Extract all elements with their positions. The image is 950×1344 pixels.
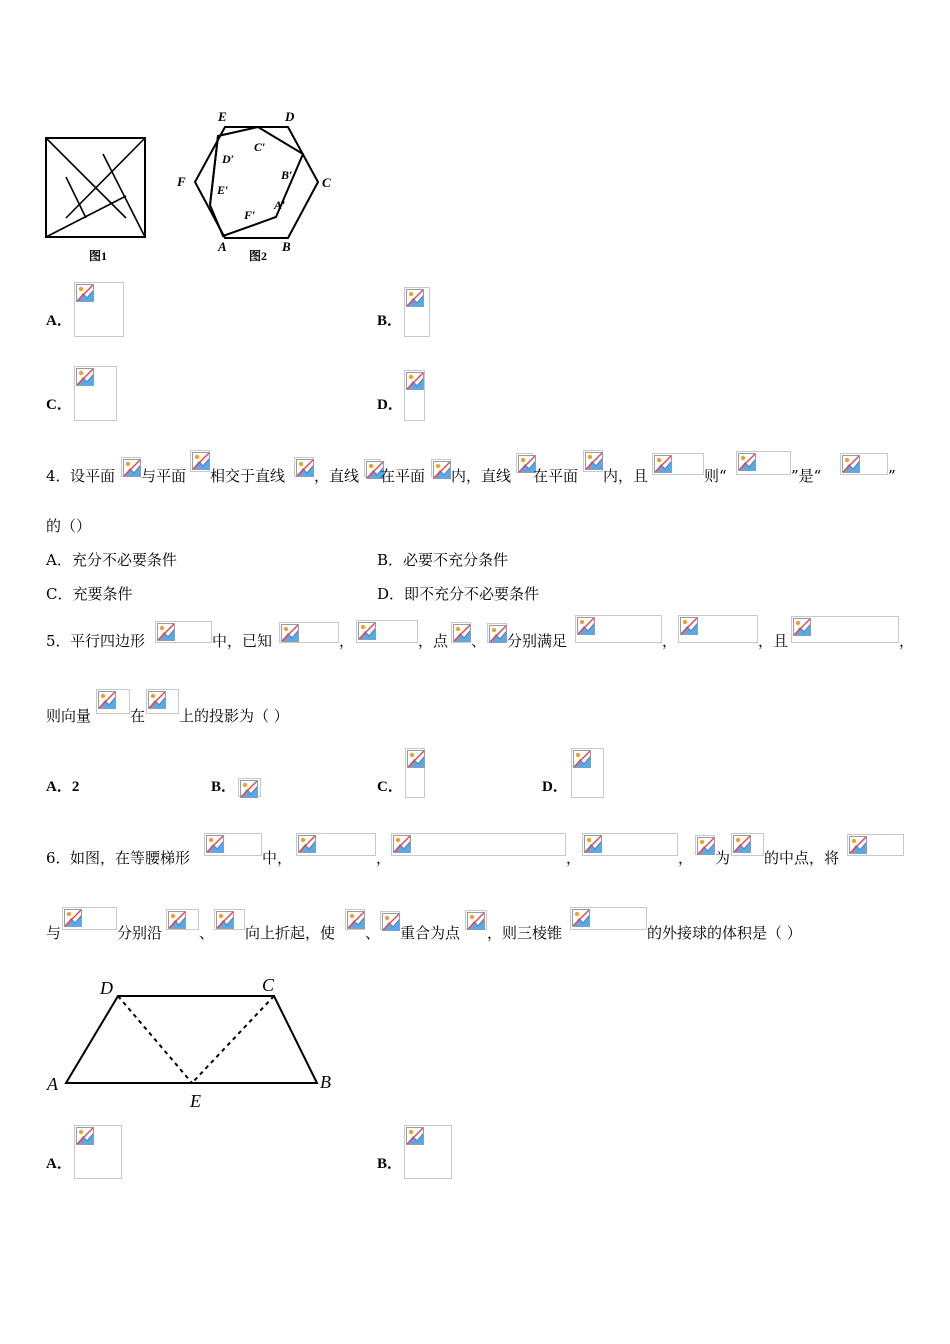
q5-option-c-label: C．: [377, 779, 403, 795]
q6-text-line2: 、: [199, 924, 215, 942]
q6-text-line2: 与: [46, 924, 62, 942]
q4-math-image: [294, 457, 314, 477]
broken-image-icon: [654, 455, 672, 473]
q6-text: 如图，在等腰梯形: [70, 849, 191, 867]
broken-image-icon: [573, 750, 591, 768]
q3-option-c-image: [74, 366, 117, 421]
q4-text: 在平面: [533, 467, 579, 485]
trap-label-B: B: [320, 1072, 331, 1092]
trapezoid-figure: [40, 970, 350, 1115]
q5-option-d-label: D．: [542, 779, 568, 795]
q5-math-image: [146, 689, 179, 714]
q4-math-image: [121, 457, 141, 477]
q6-math-image: [345, 909, 365, 930]
figure-2-caption: 图2: [249, 249, 268, 263]
broken-image-icon: [148, 691, 166, 709]
broken-image-icon: [64, 909, 82, 927]
trap-label-C: C: [262, 975, 275, 995]
q3-option-b-image: [404, 287, 430, 337]
q6-math-image: [731, 833, 764, 856]
q6-text-line2: ，则三棱锥: [487, 924, 563, 942]
q4-option-a: A．充分不必要条件: [46, 551, 177, 569]
label-B: B: [282, 239, 291, 254]
q5-option-c-image: [405, 748, 425, 798]
label-E: E: [218, 109, 227, 124]
q4-text: 相交于直线: [210, 467, 286, 485]
q4-text: 内，直线: [451, 467, 512, 485]
q6-option-b-image: [404, 1125, 452, 1179]
label-A: A: [218, 239, 227, 254]
broken-image-icon: [76, 368, 94, 386]
q4-option-d: D．即不充分不必要条件: [377, 585, 540, 603]
q5-math-image: [575, 615, 662, 643]
q5-option-b-label: B．: [211, 779, 237, 795]
broken-image-icon: [298, 835, 316, 853]
trap-label-D: D: [100, 978, 113, 998]
q6-math-image: [465, 910, 487, 930]
q3-option-a-image: [74, 282, 124, 337]
q6-text-line2: 、: [365, 924, 381, 942]
q6-math-image: [166, 909, 199, 930]
q6-math-image: [296, 833, 376, 856]
broken-image-icon: [206, 835, 224, 853]
q6-math-image: [847, 834, 904, 856]
label-C: C: [322, 175, 331, 190]
q4-text: 内，且: [603, 467, 649, 485]
label-E-prime: E′: [217, 183, 229, 197]
broken-image-icon: [467, 912, 485, 930]
broken-image-icon: [584, 835, 602, 853]
broken-image-icon: [157, 623, 175, 641]
figure-1-square: [40, 130, 155, 265]
broken-image-icon: [733, 835, 751, 853]
broken-image-icon: [738, 453, 756, 471]
broken-image-icon: [382, 913, 400, 931]
broken-image-icon: [123, 459, 141, 477]
q4-text-line2: 的（）: [46, 517, 92, 535]
q6-option-a-image: [74, 1125, 122, 1179]
q4-math-image: [516, 453, 533, 473]
q4-math-image: [583, 450, 603, 472]
q6-text: 中，: [262, 849, 293, 867]
q3-option-b-label: B．: [377, 313, 403, 329]
q4-math-image: [840, 453, 888, 475]
q5-math-image: [678, 615, 758, 643]
q3-option-d-label: D．: [377, 397, 403, 413]
broken-image-icon: [76, 1127, 94, 1145]
q5-text: ，: [899, 632, 915, 650]
broken-image-icon: [849, 836, 867, 854]
broken-image-icon: [240, 780, 258, 798]
broken-image-icon: [358, 622, 376, 640]
q4-math-image: [652, 453, 704, 475]
q5-option-a: A．2: [46, 779, 80, 795]
figure-2-hexagon: [170, 105, 340, 270]
broken-image-icon: [577, 617, 595, 635]
q6-math-image: [62, 907, 117, 930]
q6-text-line2: 向上折起，使: [245, 924, 336, 942]
q4-text: 设平面: [70, 467, 116, 485]
q5-math-image: [791, 616, 899, 643]
q3-option-c-label: C．: [46, 397, 72, 413]
q6-math-image: [695, 835, 715, 855]
q5-text: ，: [662, 632, 678, 650]
q6-text: ，: [376, 849, 392, 867]
q4-option-b: B．必要不充分条件: [377, 551, 509, 569]
q3-option-a-label: A．: [46, 313, 72, 329]
q5-text-line2: 在: [130, 707, 146, 725]
broken-image-icon: [296, 459, 314, 477]
q4-text: ”是“: [791, 467, 822, 485]
q6-option-b-label: B．: [377, 1156, 403, 1172]
label-D-prime: D′: [222, 152, 235, 166]
broken-image-icon: [98, 691, 116, 709]
q6-math-image: [204, 833, 262, 856]
trap-label-A: A: [47, 1074, 58, 1094]
broken-image-icon: [406, 1127, 424, 1145]
label-A-prime: A′: [274, 198, 286, 212]
q5-option-d-image: [571, 748, 604, 798]
q5-option-b-image: [238, 778, 261, 797]
label-C-prime: C′: [254, 140, 266, 154]
broken-image-icon: [393, 835, 411, 853]
label-F-prime: F′: [244, 208, 256, 222]
broken-image-icon: [406, 289, 424, 307]
broken-image-icon: [281, 624, 299, 642]
q4-math-image: [736, 451, 791, 475]
q4-text: 则“: [704, 467, 727, 485]
broken-image-icon: [572, 909, 590, 927]
q3-option-d-image: [404, 370, 425, 421]
q5-number: 5．: [46, 632, 71, 650]
q5-math-image: [487, 623, 507, 643]
q5-math-image: [279, 622, 339, 643]
q5-text-line2: 上的投影为（ ）: [179, 707, 289, 725]
broken-image-icon: [168, 911, 186, 929]
q6-option-a-label: A．: [46, 1156, 72, 1172]
label-F: F: [177, 174, 186, 189]
q5-text: ，且: [758, 632, 789, 650]
q6-text-line2: 重合为点: [400, 924, 461, 942]
broken-image-icon: [680, 617, 698, 635]
q5-math-image: [451, 622, 471, 643]
q6-math-image: [570, 907, 647, 930]
q6-math-image: [214, 909, 245, 930]
broken-image-icon: [406, 372, 424, 390]
q4-number: 4．: [46, 467, 71, 485]
broken-image-icon: [453, 624, 471, 642]
trap-label-E: E: [190, 1091, 201, 1111]
q4-option-c: C．充要条件: [46, 585, 133, 603]
q4-text: 与平面: [141, 467, 187, 485]
q4-math-image: [364, 459, 380, 477]
q6-math-image: [582, 833, 678, 856]
q6-text: 为: [715, 849, 731, 867]
q4-math-image: [190, 450, 210, 472]
broken-image-icon: [433, 461, 451, 479]
q6-number: 6．: [46, 849, 71, 867]
label-D: D: [285, 109, 295, 124]
q5-text: 中，已知: [212, 632, 273, 650]
q6-text: ，: [566, 849, 582, 867]
broken-image-icon: [407, 750, 425, 768]
q6-text: 的中点，将: [764, 849, 840, 867]
q5-math-image: [155, 621, 212, 643]
q5-text: ，点: [418, 632, 449, 650]
broken-image-icon: [697, 837, 715, 855]
q6-text-line2: 分别沿: [117, 924, 163, 942]
broken-image-icon: [489, 625, 507, 643]
figure-1-caption: 图1: [89, 249, 108, 263]
q5-text: ，: [339, 632, 355, 650]
q5-text: 平行四边形: [70, 632, 146, 650]
broken-image-icon: [585, 452, 603, 470]
q6-text-line2: 的外接球的体积是（ ）: [647, 924, 802, 942]
q6-math-image: [380, 911, 400, 930]
q5-math-image: [96, 689, 130, 714]
broken-image-icon: [842, 455, 860, 473]
q4-text: 在平面: [380, 467, 426, 485]
broken-image-icon: [76, 284, 94, 302]
q5-text: 、: [471, 632, 487, 650]
q5-math-image: [356, 620, 418, 643]
broken-image-icon: [192, 452, 210, 470]
q4-text: ，直线: [314, 467, 360, 485]
q4-text: ”: [888, 467, 896, 485]
q5-text: 分别满足: [507, 632, 568, 650]
q6-text: ，: [678, 849, 694, 867]
broken-image-icon: [347, 911, 365, 929]
q5-text-line2: 则向量: [46, 707, 92, 725]
broken-image-icon: [793, 618, 811, 636]
broken-image-icon: [216, 911, 234, 929]
q4-math-image: [431, 459, 451, 477]
label-B-prime: B′: [281, 168, 293, 182]
q6-math-image: [391, 833, 566, 856]
